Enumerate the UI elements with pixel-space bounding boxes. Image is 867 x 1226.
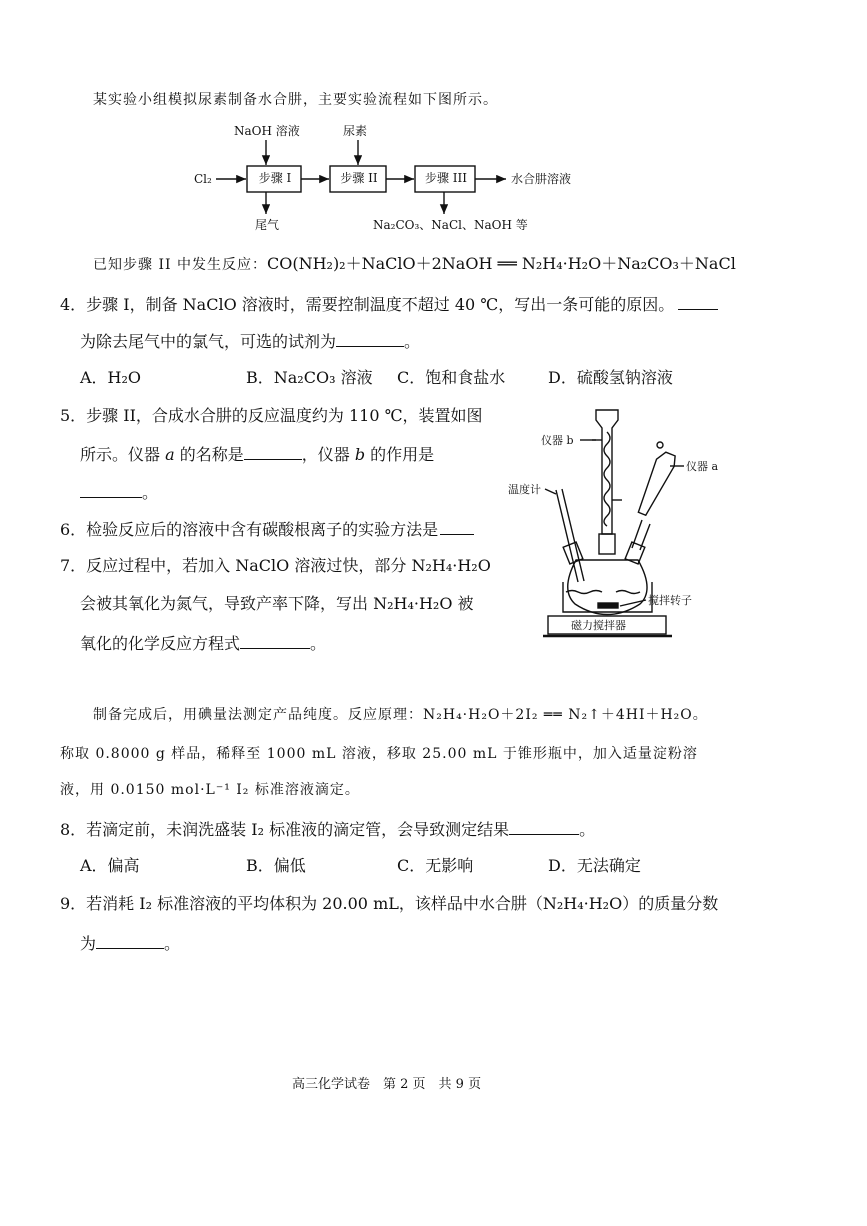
- q4-line1-text: 4．步骤 I，制备 NaClO 溶液时，需要控制温度不超过 40 ℃，写出一条可能的原因。: [60, 295, 675, 314]
- q4-end: 。: [404, 332, 421, 351]
- q5-text-b: 的名称是: [174, 445, 244, 464]
- q6-text: 6．检验反应后的溶液中含有碳酸根离子的实验方法是: [60, 520, 439, 539]
- q5-end: 。: [142, 483, 159, 502]
- apparatus-label-b: 仪器 b: [541, 434, 574, 447]
- urea-label: 尿素: [343, 124, 368, 138]
- product-label: 水合肼溶液: [511, 172, 572, 186]
- q9-end: 。: [164, 934, 181, 953]
- known-reaction-equation: CO(NH₂)₂＋NaClO＋2NaOH ══ N₂H₄·H₂O＋Na₂CO₃＋NaCl: [266, 254, 736, 273]
- stir-bar: [598, 603, 618, 608]
- q8-answer-blank[interactable]: [509, 818, 579, 835]
- known-reaction-prefix: 已知步骤 II 中发生反应：: [93, 257, 267, 273]
- flask-center-neck: [599, 534, 615, 554]
- funnel-stopper: [657, 442, 663, 448]
- condenser-coil: [604, 432, 610, 526]
- q5-text-c: ，仪器: [301, 445, 355, 464]
- q7-line2: 会被其氧化为氮气，导致产率下降，写出 N₂H₄·H₂O 被: [80, 594, 474, 613]
- dropping-funnel: [636, 450, 678, 518]
- q8-option-b[interactable]: B．偏低: [246, 856, 306, 875]
- naoh-label: NaOH 溶液: [234, 124, 300, 138]
- q4-option-c[interactable]: C．饱和食盐水: [397, 368, 506, 387]
- q7-line3-text: 氧化的化学反应方程式: [80, 634, 241, 653]
- step2-label: 步骤 II: [340, 171, 378, 185]
- q5-instrument-a: a: [165, 445, 175, 464]
- q4-option-a[interactable]: A．H₂O: [80, 368, 142, 387]
- q5-instrument-b: b: [354, 445, 366, 464]
- apparatus-label-a: 仪器 a: [686, 460, 719, 473]
- titration-line2: 称取 0.8000 g 样品，稀释至 1000 mL 溶液，移取 25.00 mL 于锥形瓶中，加入适量淀粉溶: [60, 746, 698, 762]
- q4-option-b[interactable]: B．Na₂CO₃ 溶液: [246, 368, 373, 387]
- q5-text-a: 所示。仪器: [80, 445, 166, 464]
- q7-line1: 7．反应过程中，若加入 NaClO 溶液过快，部分 N₂H₄·H₂O: [60, 556, 491, 575]
- apparatus-label-thermometer: 温度计: [508, 483, 541, 496]
- q9-line2-text: 为: [80, 934, 97, 953]
- tail-gas-label: 尾气: [255, 218, 280, 232]
- page-footer: 高三化学试卷 第 2 页 共 9 页: [292, 1077, 482, 1092]
- q4-option-d[interactable]: D．硫酸氢钠溶液: [548, 368, 673, 387]
- step3-label: 步骤 III: [424, 171, 468, 185]
- q8-text: 8．若滴定前，未润洗盛装 I₂ 标准液的滴定管，会导致测定结果: [60, 820, 510, 839]
- q5-text-d: 的作用是: [365, 445, 435, 464]
- apparatus-label-stirbar: 搅拌转子: [648, 594, 692, 607]
- q8-line: [60, 818, 595, 840]
- q7-end: 。: [310, 634, 327, 653]
- cl2-label: Cl₂: [194, 172, 212, 186]
- q5-line1: 5．步骤 II，合成水合肼的反应温度约为 110 ℃，装置如图: [60, 406, 483, 425]
- q9-line1: 9．若消耗 I₂ 标准溶液的平均体积为 20.00 mL，该样品中水合肼（N₂H₄·H₂O）的质量分数: [60, 894, 719, 913]
- q8-option-d[interactable]: D．无法确定: [548, 856, 641, 875]
- step1-label: 步骤 I: [258, 171, 292, 185]
- titration-line3: 液，用 0.0150 mol·L⁻¹ I₂ 标准溶液滴定。: [60, 782, 360, 798]
- q8-end: 。: [579, 820, 596, 839]
- titration-line1: 制备完成后，用碘量法测定产品纯度。反应原理：N₂H₄·H₂O＋2I₂ ══ N₂↑＋4HI＋H₂O。: [93, 707, 708, 723]
- apparatus-label-stirrer: 磁力搅拌器: [571, 619, 626, 632]
- intro-text: 某实验小组模拟尿素制备水合肼，主要实验流程如下图所示。: [93, 92, 498, 108]
- q9-line2: [80, 932, 180, 954]
- byproducts-label: Na₂CO₃、NaCl、NaOH 等: [373, 218, 528, 232]
- q4-line2-text: 为除去尾气中的氯气，可选的试剂为: [80, 332, 337, 351]
- q8-option-c[interactable]: C．无影响: [397, 856, 474, 875]
- q9-answer-blank[interactable]: [96, 932, 164, 949]
- q8-option-a[interactable]: A．偏高: [80, 856, 140, 875]
- thermometer: [556, 490, 578, 582]
